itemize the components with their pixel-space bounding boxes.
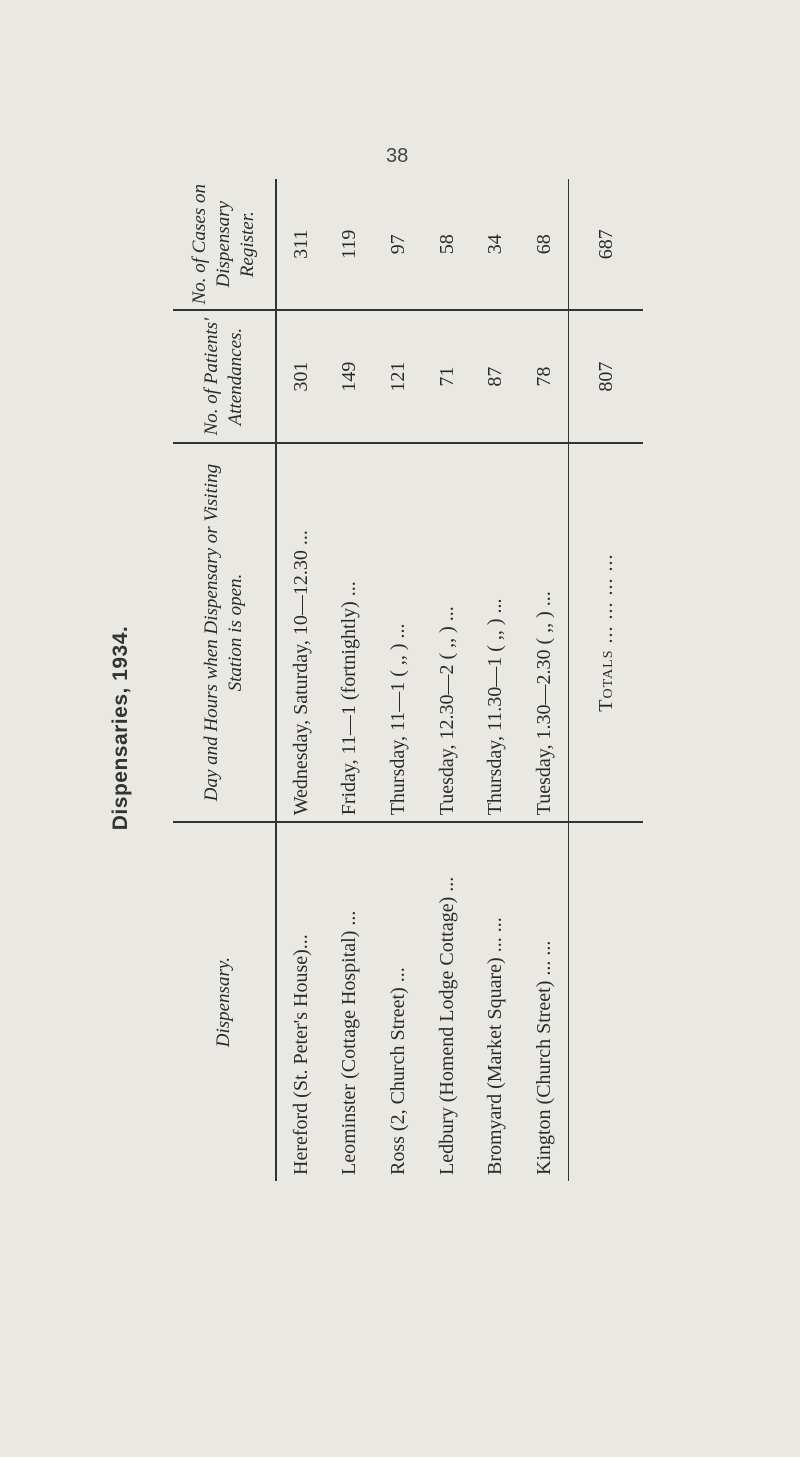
- header-cases: No. of Cases on Dispensary Register.: [173, 179, 276, 310]
- attendances-value: 149: [326, 310, 375, 442]
- cases-value: 311: [289, 229, 312, 259]
- table-row: [326, 179, 375, 1181]
- dispensary-name: Leominster (Cottage Hospital) ...: [326, 822, 375, 1181]
- header-attendances: No. of Patients' Attendances.: [173, 310, 276, 442]
- table-row: [520, 179, 569, 1181]
- cases-value: 119: [338, 229, 361, 259]
- day-hours: Tuesday, 12.30—2 ( ,, ) ...: [423, 443, 472, 822]
- total-attendances: 807: [569, 310, 643, 442]
- attendances-value: 121: [374, 310, 423, 442]
- page-number: 38: [386, 145, 409, 167]
- day-hours: Thursday, 11—1 ( ,, ) ...: [374, 443, 423, 822]
- dispensary-name: Bromyard (Market Square) ... ...: [471, 822, 520, 1181]
- dispensary-table: [173, 179, 643, 1181]
- dispensary-name: Hereford (St. Peter's House)...: [276, 822, 326, 1181]
- cases-value: 97: [387, 234, 410, 255]
- attendances-value: 71: [423, 310, 472, 442]
- table-row: [423, 179, 472, 1181]
- table-row: [374, 179, 423, 1181]
- table-row: [276, 179, 326, 1181]
- total-cases: 687: [569, 179, 643, 310]
- cases-value: 58: [435, 234, 458, 255]
- rotated-table-container: [173, 179, 643, 1181]
- day-hours: Friday, 11—1 (fortnightly) ...: [326, 443, 375, 822]
- header-day-hours: Day and Hours when Dispensary or Visiting Station is open.: [173, 443, 276, 822]
- totals-spacer: [569, 822, 643, 1181]
- side-heading: Dispensaries, 1934.: [109, 625, 132, 831]
- dispensary-name: Ross (2, Church Street) ...: [374, 822, 423, 1181]
- attendances-value: 87: [471, 310, 520, 442]
- table-row: [471, 179, 520, 1181]
- dispensary-name: Ledbury (Homend Lodge Cottage) ...: [423, 822, 472, 1181]
- header-dispensary: Dispensary.: [173, 822, 276, 1181]
- attendances-value: 301: [276, 310, 326, 442]
- cases-value: 34: [484, 234, 507, 255]
- cases-value: 68: [532, 234, 555, 255]
- day-hours: Thursday, 11.30—1 ( ,, ) ...: [471, 443, 520, 822]
- dispensary-name: Kington (Church Street) ... ...: [520, 822, 569, 1181]
- attendances-value: 78: [520, 310, 569, 442]
- totals-label: Totals ... ... ... ...: [569, 443, 643, 822]
- totals-row: [569, 179, 643, 1181]
- table-header-row: [173, 179, 276, 1181]
- day-hours: Tuesday, 1.30—2.30 ( ,, ) ...: [520, 443, 569, 822]
- day-hours: Wednesday, Saturday, 10—12.30 ...: [276, 443, 326, 822]
